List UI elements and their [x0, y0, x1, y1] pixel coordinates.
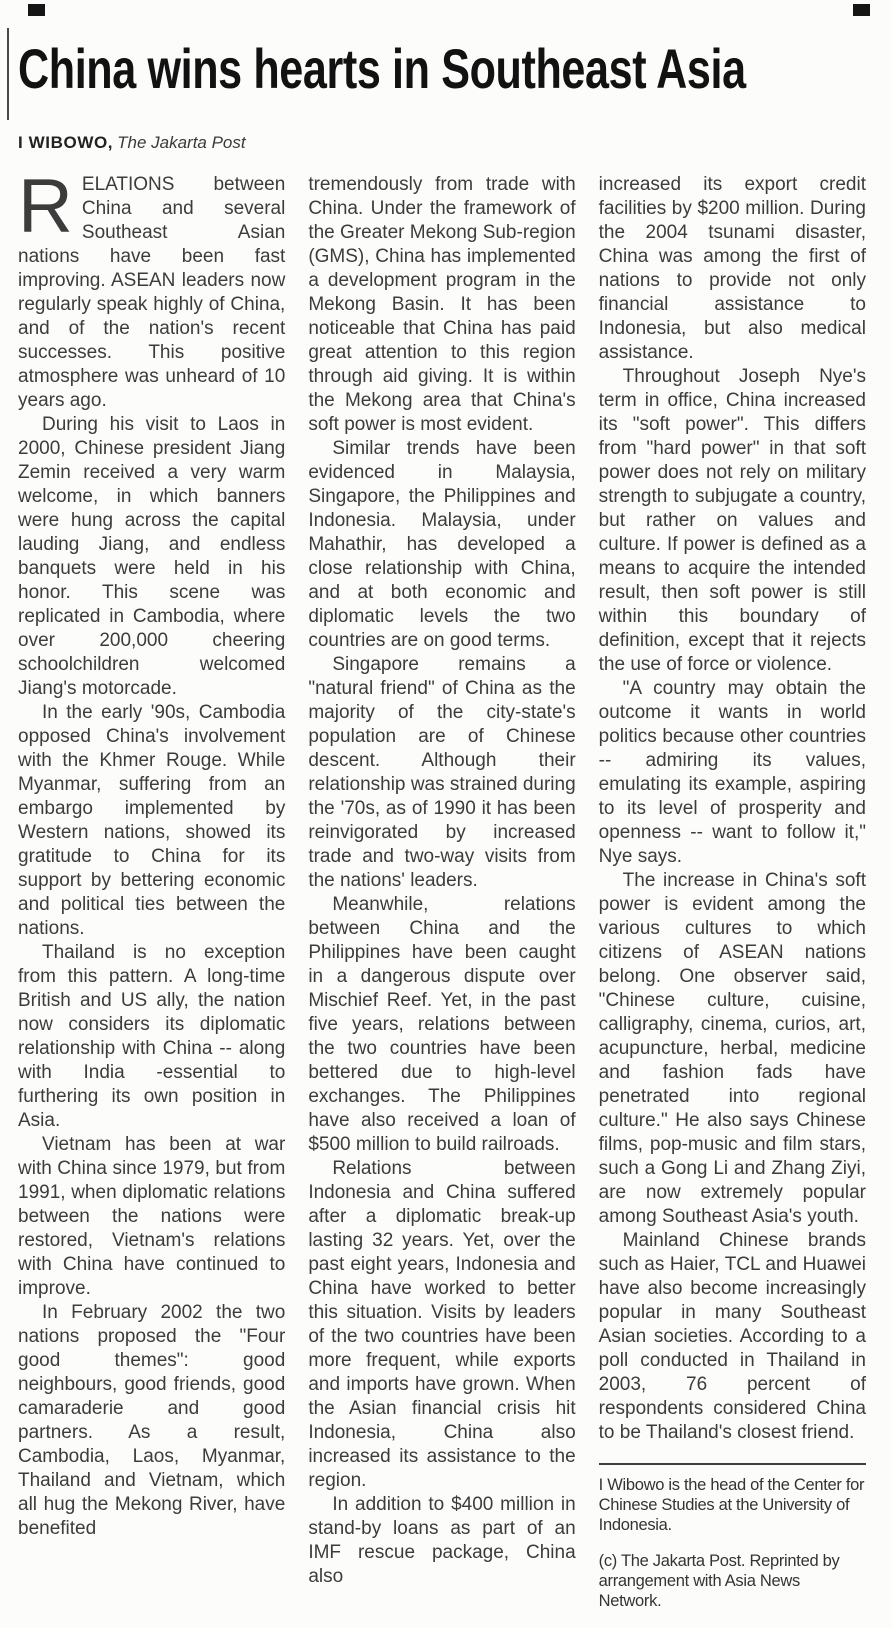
article-body	[0, 163, 892, 1611]
article-paragraph: "A country may obtain the outcome it wants in world politics because other countries -- admiring its values, emulating its example, aspiring to its level of prosperity and openness -- want to follow it," Nye says.	[598, 677, 866, 867]
article-paragraph: In addition to $400 million in stand-by loans as part of an IMF rescue package, China also	[308, 1493, 576, 1587]
article-paragraph: tremendously from trade with China. Under the framework of the Greater Mekong Sub-region (GMS), China has implemented a development program in the Mekong Basin. It has been noticeable that China has paid great attention to this region through aid giving. It is within the Mekong area that China's soft power is most evident.	[308, 173, 576, 435]
headline-text: China wins hearts in Southeast Asia	[18, 37, 746, 100]
article-paragraph: The increase in China's soft power is evident among the various cultures to which citizens of ASEAN nations belong. One observer said, "Chinese culture, cuisine, calligraphy, cinema, curios, art, acupuncture, herbal, medicine and fashion fads have penetrated into regional culture." He also says Chinese films, pop-music and film stars, such a Gong Li and Zhang Ziyi, are now extremely popular among Southeast Asia's youth.	[598, 869, 866, 1227]
article-paragraph: Throughout Joseph Nye's term in office, China increased its "soft power". This differs from "hard power" in that soft power does not rely on military strength to subjugate a country, but rather on values and culture. If power is defined as a means to acquire the intended result, then soft power is still within this boundary of definition, except that it rejects the use of force or violence.	[598, 365, 866, 675]
headline	[0, 0, 892, 99]
copyright-note: (c) The Jakarta Post. Reprinted by arrangement with Asia News Network.	[598, 1551, 840, 1610]
column-3-paragraphs	[599, 173, 866, 1445]
article-paragraph: Mainland Chinese brands such as Haier, TCL and Huawei have also become increasingly popular in many Southeast Asian societies. According to a poll conducted in Thailand in 2003, 76 percent of respondents considered China to be Thailand's closest friend.	[598, 1229, 866, 1443]
article-paragraph: During his visit to Laos in 2000, Chinese president Jiang Zemin received a very warm welcome, in which banners were hung across the capital lauding Jiang, and endless banquets were held in his honor. This scene was replicated in Cambodia, where over 200,000 cheering schoolchildren welcomed Jiang's motorcade.	[18, 413, 286, 699]
column-1	[18, 163, 286, 1611]
byline	[0, 99, 892, 169]
author-bio: I Wibowo is the head of the Center for Chinese Studies at the University of Indonesia.	[598, 1475, 865, 1534]
article-paragraph: Similar trends have been evidenced in Malaysia, Singapore, the Philippines and Indonesia. Malaysia, under Mahathir, has developed a close relationship with China, and at both economic and diplomatic levels the two countries are on good terms.	[308, 437, 576, 651]
article-paragraph: In February 2002 the two nations proposed the "Four good themes": good neighbours, good friends, good camaraderie and good partners. As a result, Cambodia, Laos, Myanmar, Thailand and Vietnam, which all hug the Mekong River, have benefited	[18, 1301, 286, 1539]
article-paragraph: In the early '90s, Cambodia opposed China's involvement with the Khmer Rouge. While Myanmar, suffering from an embargo implemented by Western nations, showed its gratitude to China for its support by bettering economic and political ties between the nations.	[18, 701, 286, 939]
byline-author: I WIBOWO,	[18, 132, 114, 152]
article-paragraph: Thailand is no exception from this pattern. A long-time British and US ally, the nation now considers its diplomatic relationship with China -- along with India -essential to furthering its own position in Asia.	[18, 941, 286, 1131]
byline-source: The Jakarta Post	[117, 132, 246, 152]
drop-cap: R	[18, 163, 73, 249]
article-paragraph: Singapore remains a "natural friend" of China as the majority of the city-state's population are of Chinese descent. Although their relationship was strained during the '70s, as of 1990 it has been reinvigorated by increased trade and two-way visits from the nations' leaders.	[308, 653, 576, 891]
footnote-divider	[599, 1463, 866, 1465]
article-paragraph: Vietnam has been at war with China since 1979, but from 1991, when diplomatic relations between the nations were restored, Vietnam's relations with China have continued to improve.	[18, 1133, 286, 1299]
article-paragraph: Meanwhile, relations between China and the Philippines have been caught in a dangerous dispute over Mischief Reef. Yet, in the past five years, relations between the two countries have been bettered due to high-level exchanges. The Philippines have also received a loan of $500 million to build railroads.	[308, 893, 576, 1155]
column-2-paragraphs	[308, 173, 575, 1589]
margin-rule	[7, 28, 9, 120]
footnote	[599, 1463, 866, 1611]
column-3	[599, 173, 866, 1611]
registration-mark-right	[853, 4, 870, 16]
article-paragraph: increased its export credit facilities by $200 million. During the 2004 tsunami disaster, China was among the first of nations to provide not only financial assistance to Indonesia, but also medical assistance.	[598, 173, 866, 363]
lead-text: ELATIONS between China and several Southeast Asian nations have been fast improving. ASEAN leaders now regularly speak highly of China, and of the nation's recent successes. This positive atmosphere was unheard of 10 years ago.	[18, 173, 286, 411]
column-2	[308, 173, 575, 1611]
article-paragraph: Relations between Indonesia and China suffered after a diplomatic break-up lasting 32 years. Yet, over the past eight years, Indonesia and China have worked to better this situation. Visits by leaders of the two countries have been more frequent, while exports and imports have grown. When the Asian financial crisis hit Indonesia, China also increased its assistance to the region.	[308, 1157, 576, 1491]
lead-paragraph	[18, 163, 286, 413]
registration-mark-left	[28, 4, 45, 16]
column-1-paragraphs	[18, 413, 285, 1541]
